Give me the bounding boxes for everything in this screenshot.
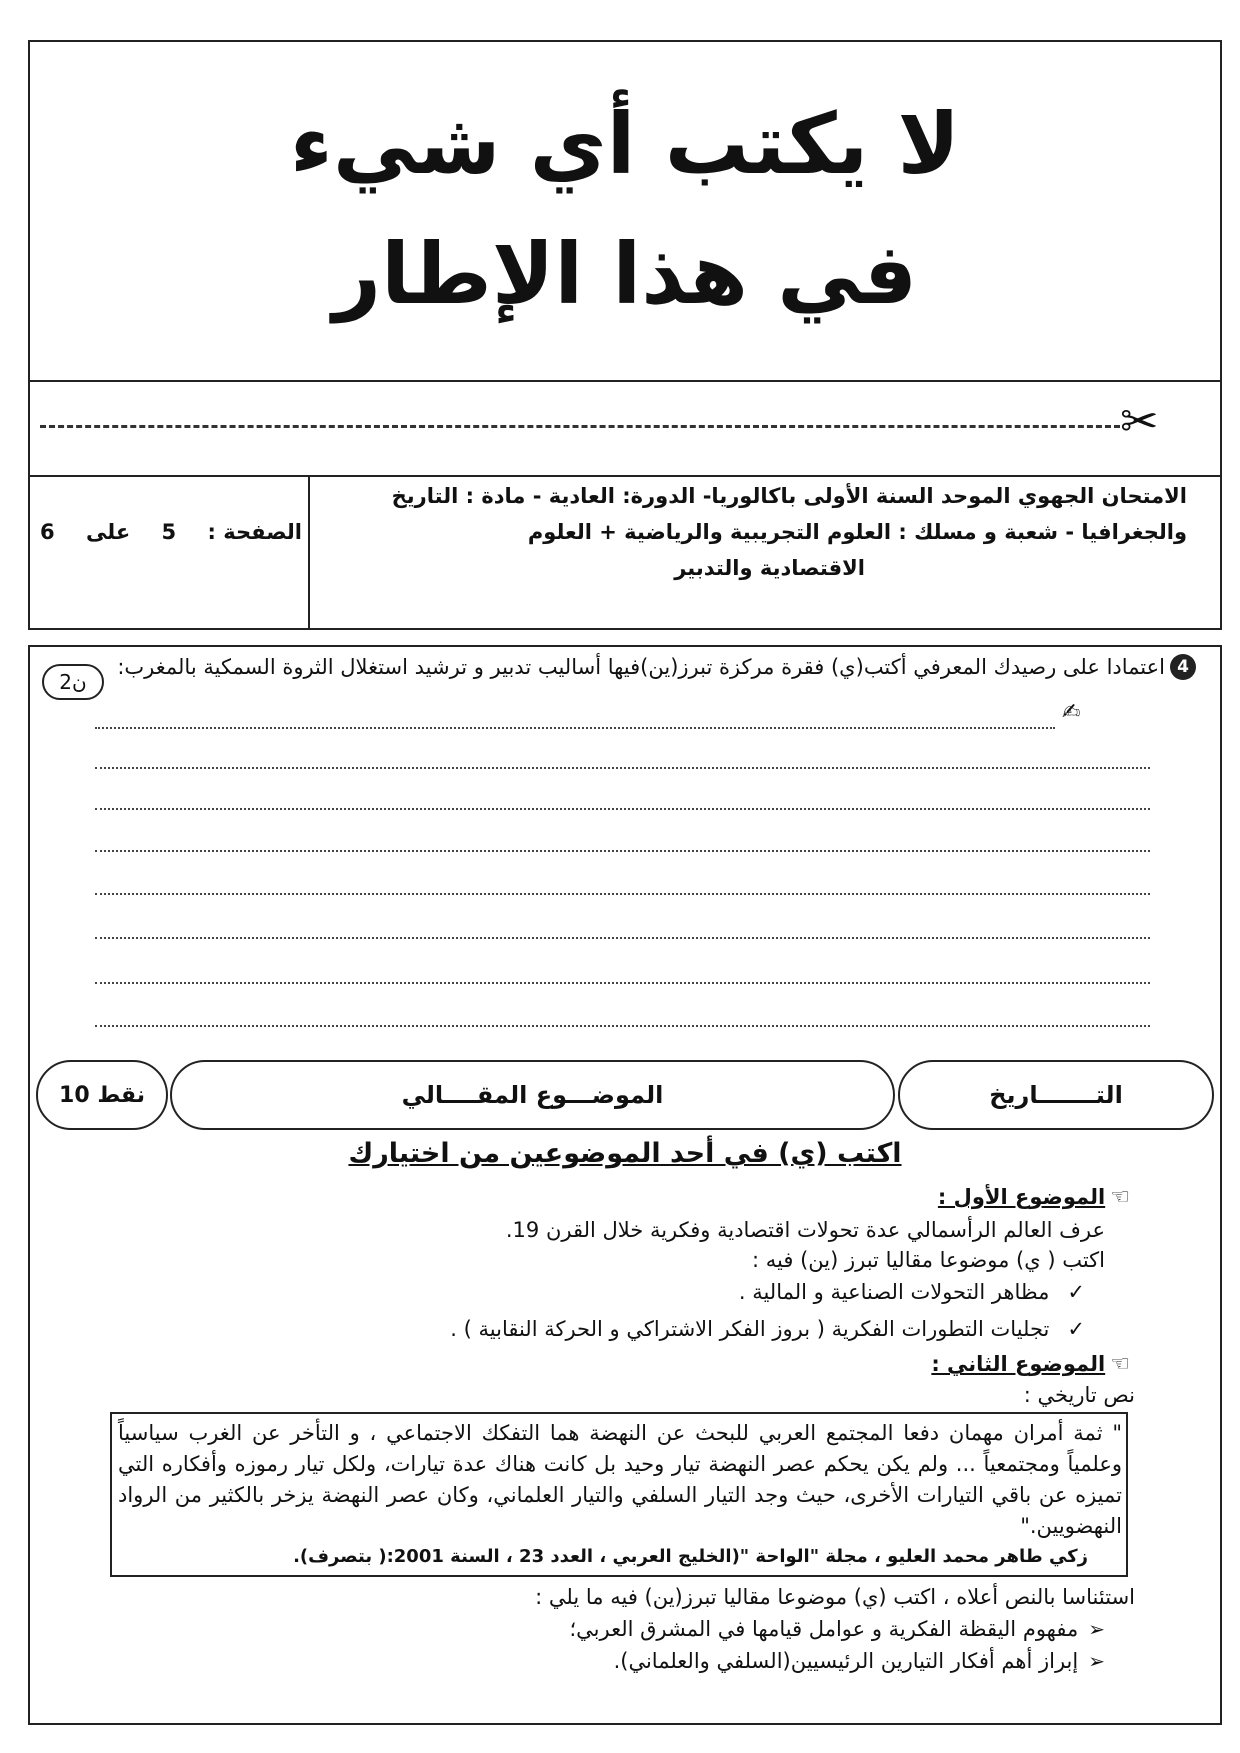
section-type: الموضـــوع المقــــالي	[170, 1060, 895, 1130]
arrow-bullet-icon: ➢	[1088, 1649, 1105, 1673]
subject2-task: استئناسا بالنص أعلاه ، اكتب (ي) موضوعا مقاليا تبرز(ين) فيه ما يلي :	[535, 1585, 1135, 1609]
quote-source: زكي طاهر محمد العليو ، مجلة "الواحة "(الخليج العربي ، العدد 23 ، السنة 2001:( بتصرف).	[293, 1546, 1088, 1567]
no-write-line1: لا يكتب أي شيء	[289, 95, 961, 193]
answer-line[interactable]	[95, 767, 1150, 769]
subject1-item: ✓مظاهر التحولات الصناعية و المالية .	[200, 1279, 1085, 1306]
pencil-icon: ✍	[1062, 700, 1081, 725]
frame-divider	[28, 380, 1222, 382]
cut-line	[40, 425, 1120, 428]
no-write-line2: في هذا الإطار	[332, 225, 918, 323]
subject2-heading	[200, 1352, 1130, 1377]
question4-points: 2ن	[42, 664, 104, 700]
of-label: على	[86, 520, 131, 544]
header-separator	[308, 476, 310, 628]
page-number: 5	[161, 520, 177, 544]
answer-line[interactable]	[95, 982, 1150, 984]
exam-header-line3: الاقتصادية والتدبير	[674, 556, 865, 580]
answer-line[interactable]	[95, 1025, 1150, 1027]
page-label: الصفحة :	[207, 520, 302, 544]
header-divider	[28, 475, 1222, 477]
page-total: 6	[40, 520, 55, 544]
subject1-item: ✓تجليات التطورات الفكرية ( بروز الفكر الاشتراكي و الحركة النقابية ) .	[200, 1316, 1085, 1343]
subject2-item: ➢إبراز أهم أفكار التيارين الرئيسيين(السلفي والعلماني).	[613, 1649, 1105, 1673]
subject1-title: الموضوع الأول :	[937, 1185, 1106, 1209]
exam-header-line2: والجغرافيا - شعبة و مسلك : العلوم التجريبية والرياضية + العلوم	[527, 520, 1187, 544]
subject1-intro: عرف العالم الرأسمالي عدة تحولات اقتصادية وفكرية خلال القرن 19.	[505, 1218, 1105, 1242]
pointing-hand-icon: ☜	[1110, 1185, 1130, 1210]
check-icon: ✓	[1067, 1317, 1085, 1341]
choose-one-instruction: اكتب (ي) في أحد الموضوعين من اختيارك	[348, 1138, 902, 1169]
section-points: 10 نقط	[36, 1060, 168, 1130]
question-number-badge: 4	[1170, 654, 1196, 680]
subject1-heading	[200, 1185, 1130, 1210]
scissors-icon: ✂	[1120, 394, 1159, 448]
exam-header-line1: الامتحان الجهوي الموحد السنة الأولى باكالوريا- الدورة: العادية - مادة : التاريخ	[391, 484, 1187, 508]
arrow-bullet-icon: ➢	[1088, 1617, 1105, 1641]
subject1-task: اكتب ( ي) موضوعا مقاليا تبرز (ين) فيه :	[752, 1248, 1105, 1272]
check-icon: ✓	[1067, 1280, 1085, 1304]
answer-line[interactable]	[95, 893, 1150, 895]
page-info	[40, 520, 302, 544]
answer-line[interactable]	[95, 727, 1055, 729]
subject2-item: ➢مفهوم اليقظة الفكرية و عوامل قيامها في المشرق العربي؛	[569, 1617, 1105, 1641]
historical-text-label: نص تاريخي :	[1023, 1383, 1135, 1407]
question4-text: اعتمادا على رصيدك المعرفي أكتب(ي) فقرة مركزة تبرز(ين)فيها أساليب تدبير و ترشيد استغلال الثروة السمكية بالمغرب:	[117, 655, 1165, 679]
answer-line[interactable]	[95, 937, 1150, 939]
section-subject: التـــــــاريخ	[898, 1060, 1214, 1130]
answer-line[interactable]	[95, 808, 1150, 810]
subject2-title: الموضوع الثاني :	[931, 1352, 1106, 1376]
pointing-hand-icon: ☜	[1110, 1352, 1130, 1377]
historical-quote: " ثمة أمران مهمان دفعا المجتمع العربي للبحث عن النهضة هما التفكك الاجتماعي ، و التأخر عن الغرب سياسياً وعلمياً ومجتمعياً ... ولم يكن يحكم عصر النهضة تيار وحيد بل كانت هناك عدة تيارات، ولكل تيار رموزه وأفكاره التي تميزه عن باقي التيارات الأخرى، حيث وجد التيار السلفي والتيار العلماني، وكان عصر النهضة يزخر بالكثير من الرواد النهضويين."	[118, 1421, 1122, 1538]
answer-line[interactable]	[95, 850, 1150, 852]
